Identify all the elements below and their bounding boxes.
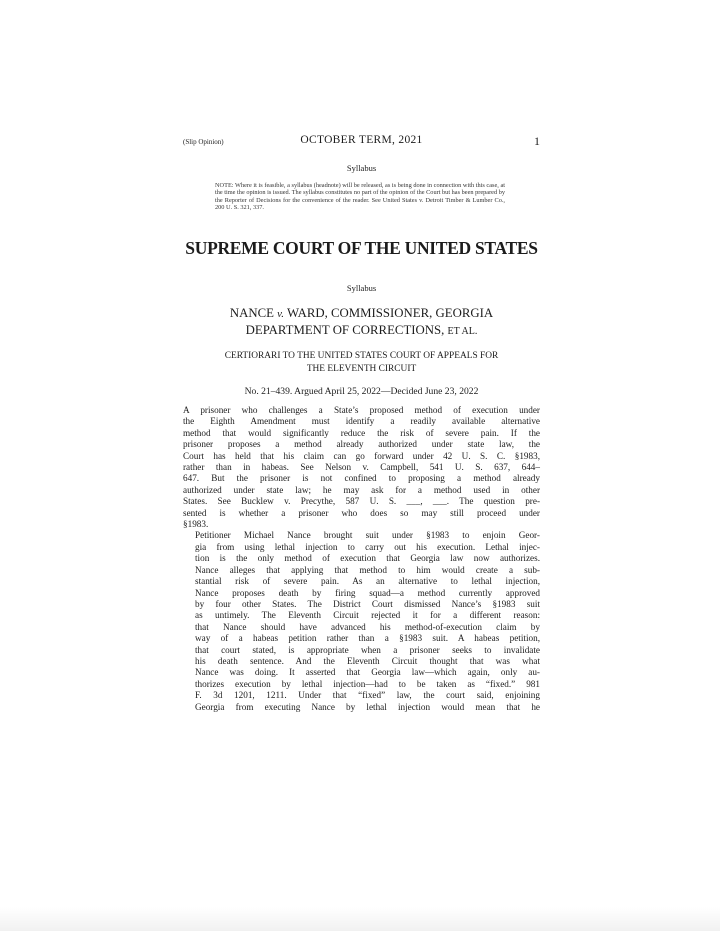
text-line: rather than in habeas. See Nelson v. Campbell, 541 U. S. 637, 644– xyxy=(183,462,540,473)
text-line: §1983. xyxy=(183,519,209,530)
slip-opinion-label: (Slip Opinion) xyxy=(183,138,224,146)
text-line: method that would significantly reduce the risk of severe pain. If the xyxy=(183,427,540,438)
text-line: way of a habeas petition rather than a §1983 suit. A habeas petition, xyxy=(195,633,540,644)
page-bottom-shadow xyxy=(0,907,720,931)
certiorari-heading xyxy=(183,350,540,375)
docket-line: No. 21–439. Argued April 25, 2022—Decided June 23, 2022 xyxy=(244,386,479,397)
syllabus-note: NOTE: Where it is feasible, a syllabus (headnote) will be released, as is being done in connection with this case, at the time the opinion is issued. The syllabus constitutes no part of the opinion of the Court but has been prepared by the Reporter of Decisions for the convenience of the reader. See United States v. Detroit Timber & Lumber Co., 200 U. S. 321, 337. xyxy=(215,182,505,211)
petitioner-name: NANCE xyxy=(229,306,274,320)
text-line: that Nance should have advanced his method-of-execution claim by xyxy=(195,621,540,632)
respondent-line1: WARD, COMMISSIONER, GEORGIA xyxy=(286,306,494,320)
court-name: SUPREME COURT OF THE UNITED STATES xyxy=(185,238,538,258)
page-number: 1 xyxy=(534,134,540,148)
case-title xyxy=(183,305,540,340)
text-line: gia from using lethal injection to carry out his execution. Lethal injec- xyxy=(195,541,540,552)
text-line: A prisoner who challenges a State’s proposed method of execution under xyxy=(183,405,540,415)
text-line: Nance was doing. It asserted that Georgia law—which again, only au- xyxy=(195,667,540,678)
text-line: the Eighth Amendment must identify a readily available alternative xyxy=(183,416,540,427)
syllabus-paragraph-2 xyxy=(183,530,540,713)
case-title-line2 xyxy=(183,322,540,340)
text-line: Nance proposes death by firing squad—a method currently approved xyxy=(195,587,540,598)
text-line: F. 3d 1201, 1211. Under that “fixed” law, the court said, enjoining xyxy=(195,690,540,701)
case-title-line1 xyxy=(183,305,540,322)
syllabus-body xyxy=(183,405,540,713)
syllabus-heading-top: Syllabus xyxy=(346,163,377,173)
term-title: OCTOBER TERM, 2021 xyxy=(300,134,423,146)
text-line: prisoner proposes a method already authorized under state law, the xyxy=(183,439,540,450)
syllabus-heading: Syllabus xyxy=(346,283,377,293)
certiorari-line1: CERTIORARI TO THE UNITED STATES COURT OF APPEALS FOR xyxy=(224,351,499,361)
text-line: authorized under state law; he may ask for a method used in other xyxy=(183,484,540,495)
text-line: thorizes execution by lethal injection—had to be taken as “fixed.” 981 xyxy=(195,678,540,689)
text-line: tion is the only method of execution that Georgia law now authorizes. xyxy=(195,553,540,564)
text-line: Nance alleges that applying that method to him would create a sub- xyxy=(195,564,540,575)
versus-label: v. xyxy=(277,308,284,320)
text-line: his death sentence. And the Eleventh Circuit thought that was what xyxy=(195,655,540,666)
text-line: by four other States. The District Court dismissed Nance’s §1983 suit xyxy=(195,598,540,609)
respondent-line2: DEPARTMENT OF CORRECTIONS, xyxy=(245,323,445,337)
text-line: 647. But the prisoner is not confined to proposing a method already xyxy=(183,473,540,484)
text-line: States. See Bucklew v. Precythe, 587 U. S. ___, ___. The question pre- xyxy=(183,496,540,507)
text-line: sented is whether a prisoner who does so may still proceed under xyxy=(183,507,540,518)
text-line: that court stated, is appropriate when a prisoner seeks to invalidate xyxy=(195,644,540,655)
text-line: as untimely. The Eleventh Circuit rejected it for a different reason: xyxy=(195,610,540,621)
text-line: Court has held that his claim can go forward under 42 U. S. C. §1983, xyxy=(183,450,540,461)
text-line: stantial risk of severe pain. As an alternative to lethal injection, xyxy=(195,576,540,587)
page-header xyxy=(183,134,540,150)
syllabus-paragraph-1 xyxy=(183,405,540,530)
text-line: Petitioner Michael Nance brought suit under §1983 to enjoin Geor- xyxy=(195,530,540,541)
et-al-label: ET AL. xyxy=(447,326,478,337)
text-line: Georgia from executing Nance by lethal injection would mean that he xyxy=(195,701,540,712)
certiorari-line2: THE ELEVENTH CIRCUIT xyxy=(306,363,417,374)
